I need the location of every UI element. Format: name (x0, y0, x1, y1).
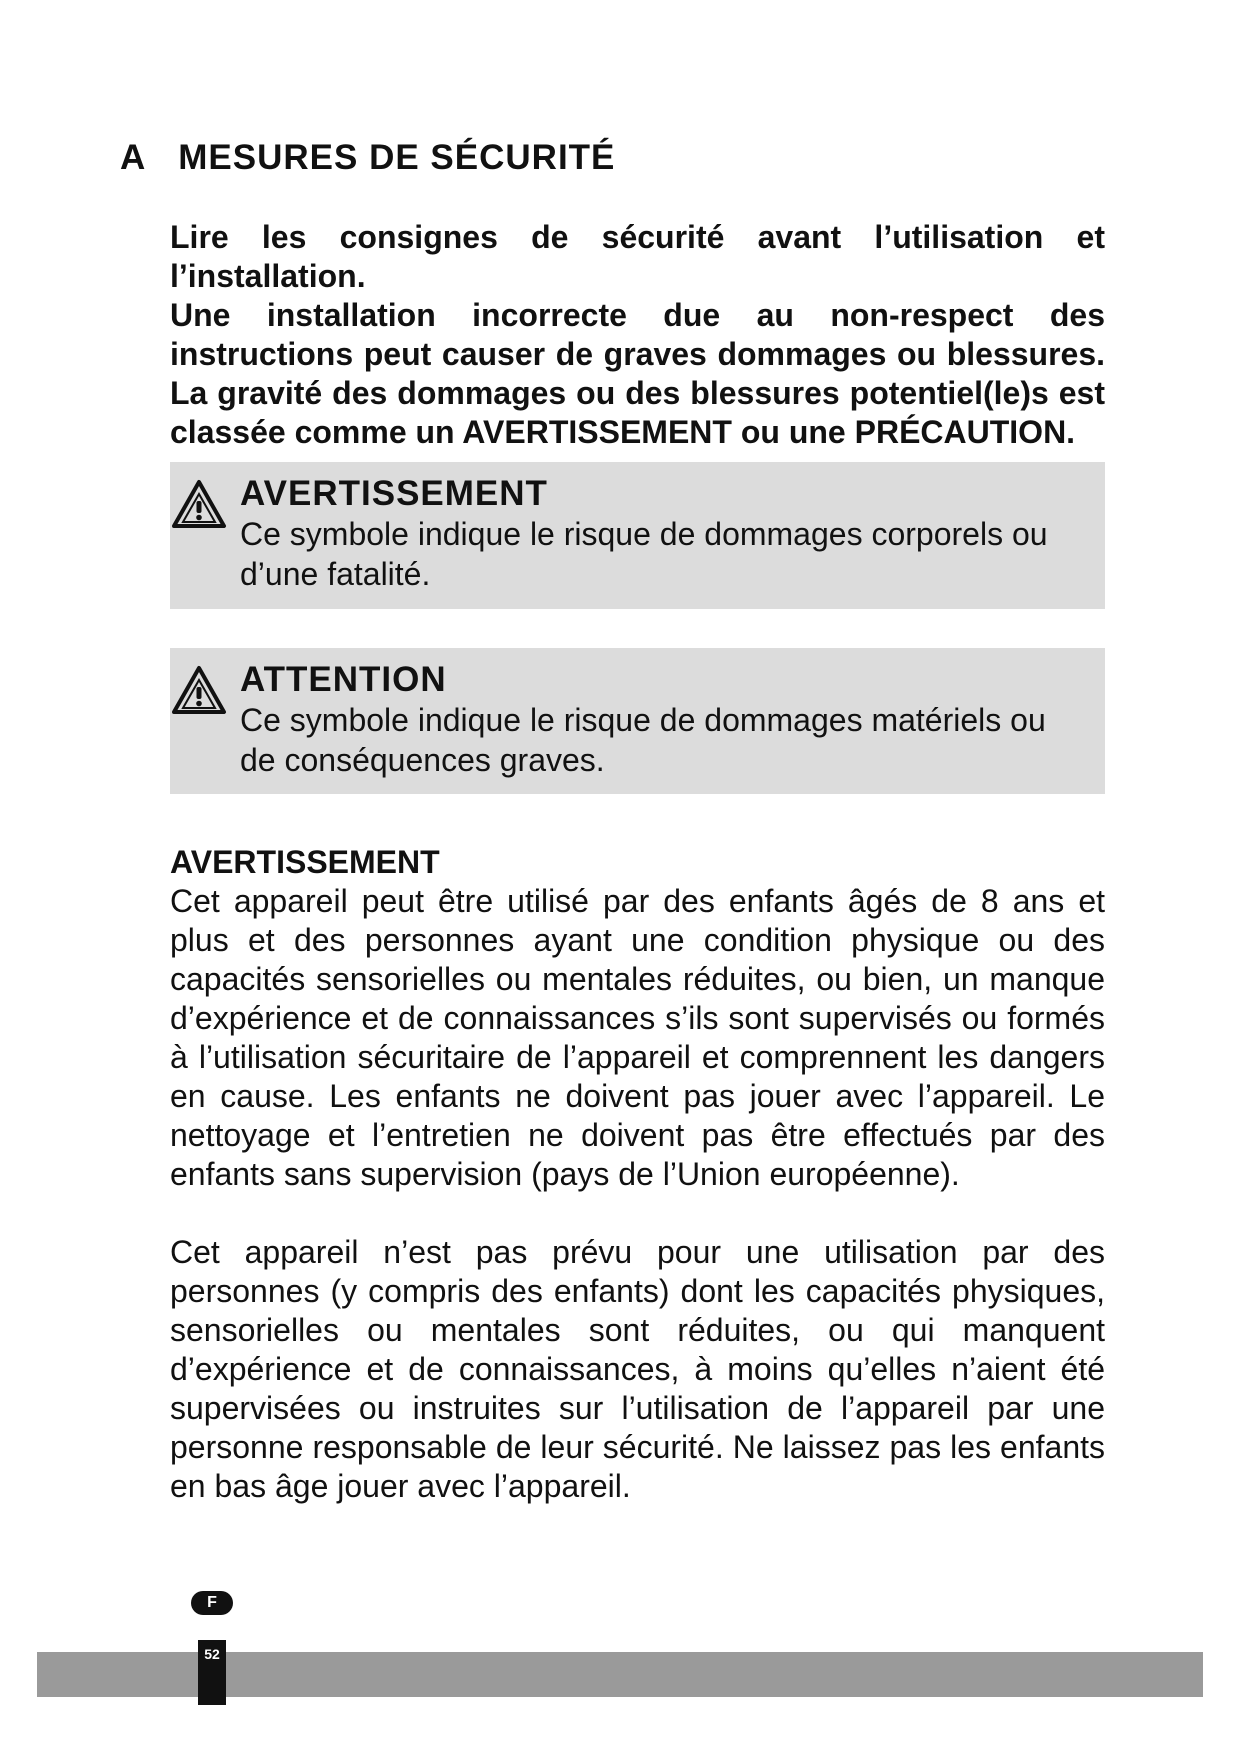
warning-notice-title: AVERTISSEMENT (240, 474, 548, 513)
section-title: MESURES DE SÉCURITÉ (178, 138, 616, 177)
caution-notice (170, 648, 1105, 794)
section-letter: A (120, 138, 147, 177)
body-paragraph-2: Cet appareil n’est pas prévu pour une utilisation par des personnes (y compris des enfants) dont les capacités physiques, sensorielles ou mentales sont réduites, ou qui manquent d’expérience et de connaissances, à moins qu’elles n’aient été supervisées ou instruites sur l’utilisation de l’appareil par une personne responsable de leur sécurité. Ne laissez pas les enfants en bas âge jouer avec l’appareil. (170, 1234, 1105, 1504)
body-title: AVERTISSEMENT (170, 844, 440, 880)
warning-body (170, 843, 1105, 1506)
page-number: 52 (198, 1640, 226, 1705)
language-badge: F (191, 1591, 233, 1615)
caution-notice-text: Ce symbole indique le risque de dommages matériels ou de conséquences graves. (240, 702, 1046, 778)
warning-notice-text: Ce symbole indique le risque de dommages corporels ou d’une fatalité. (240, 516, 1048, 592)
warning-triangle-icon (170, 478, 228, 530)
intro-block (170, 218, 1105, 452)
intro-line-1: Lire les consignes de sécurité avant l’utilisation et l’installation. (170, 219, 1105, 294)
warning-notice (170, 462, 1105, 609)
caution-notice-title: ATTENTION (240, 660, 447, 699)
section-heading (120, 138, 615, 178)
warning-triangle-icon (170, 664, 228, 716)
intro-line-2: Une installation incorrecte due au non-respect des instructions peut causer de graves dommages ou blessures. La gravité des dommages ou des blessures potentiel(le)s est classée comme un AVERTISSEMENT ou une PRÉCAUTION. (170, 297, 1105, 450)
body-paragraph-1: Cet appareil peut être utilisé par des enfants âgés de 8 ans et plus et des personnes ayant une condition physique ou des capacités sensorielles ou mentales réduites, ou bien, un manque d’expérience et de connaissances s’ils sont supervisés ou formés à l’utilisation sécuritaire de l’appareil et comprennent les dangers en cause. Les enfants ne doivent pas jouer avec l’appareil. Le nettoyage et l’entretien ne doivent pas être effectués par des enfants sans supervision (pays de l’Union européenne). (170, 883, 1105, 1192)
